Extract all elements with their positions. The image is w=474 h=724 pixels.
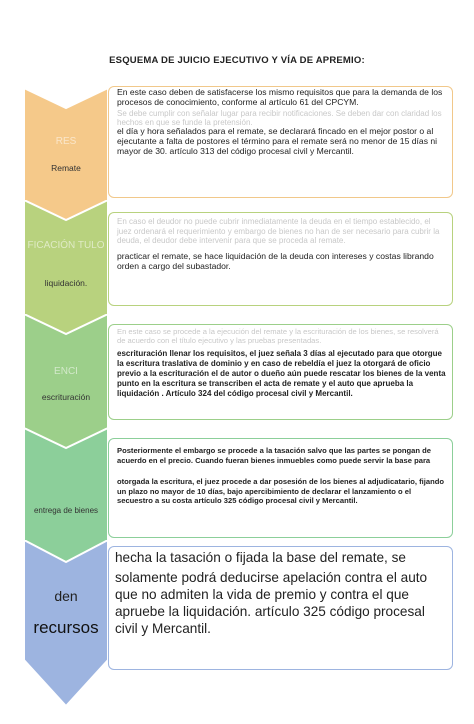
box-faint-text: Se debe cumplir con señalar lugar para recibir notificaciones. Se deben dar con claridad los hechos en que se funde la pretensión.	[117, 109, 442, 127]
stage-label: recursos	[33, 618, 99, 637]
box-intro-text: Posteriormente el embargo se procede a la tasación salvo que las partes se pongan de acuerdo en el precio. Cuando fueran bienes inmuebles como puede servir la base para	[117, 446, 431, 465]
box-intro-text: hecha la tasación o fijada la base del remate, se	[115, 550, 406, 565]
box-main-text: escrituración llenar los requisitos, el juez señala 3 días al ejecutado para que otorgue la escritura traslativa de dominio y en caso de rebeldía el juez la otorgará de oficio previo a la escrituración el de autor o dueño aún puede rescatar los bienes de la venta punto en la escritura se transcriben el acta de remate y el auto que aprueba la liquidación . Artículo 324 del código procesal civil y Mercantil.	[117, 349, 446, 398]
content-box-escrituracion	[108, 324, 453, 420]
stage-label: liquidación.	[44, 278, 88, 288]
box-faint-text: En caso el deudor no puede cubrir inmediatamente la deuda en el tiempo establecido, el juez ordenará el requerimiento y embargo de bienes no han de ser necesario para cubrir la deuda, el deudor debe intervenir para que se proceda al remate.	[117, 217, 440, 246]
content-box-entrega	[108, 438, 453, 538]
stage-recursos	[24, 540, 108, 706]
stage-label: escrituración	[41, 392, 91, 402]
page-title: ESQUEMA DE JUICIO EJECUTIVO Y VÍA DE APREMIO:	[109, 55, 365, 66]
stage-ghost-text: den	[54, 588, 78, 604]
content-box-remate	[108, 86, 453, 198]
box-main-text: practicar el remate, se hace liquidación de la deuda con intereses y costas librando orden a cargo del subastador.	[117, 251, 434, 271]
box-intro-text: En este caso deben de satisfacerse los mismo requisitos que para la demanda de los procesos de conocimiento, conforme al artículo 61 del CPCYM.	[117, 87, 443, 107]
box-main-text: el día y hora señalados para el remate, se declarará fincado en el mejor postor o al ejecutante a falta de postores el término para el remate será no menor de 15 días ni mayor de 30. artículo 313 del código procesal civil y Mercantil.	[117, 126, 438, 156]
box-main-text: solamente podrá deducirse apelación contra el auto que no admiten la vida de premio y contra el que apruebe la liquidación. artículo 325 código procesal civil y Mercantil.	[115, 570, 428, 636]
stage-ghost-text: FICACIÓN TULO	[27, 240, 105, 251]
box-faint-text: En este caso se procede a la ejecución del remate y la escrituración de los bienes, se resolverá de acuerdo con el título ejecutivo y las pruebas presentadas.	[117, 327, 439, 345]
stage-ghost-text: ENCI	[54, 366, 78, 377]
content-box-recursos	[108, 546, 453, 670]
stage-label: entrega de bienes	[33, 506, 99, 515]
stage-ghost-text: RES	[55, 136, 77, 147]
stage-label: Remate	[51, 163, 81, 173]
content-box-liquidacion	[108, 212, 453, 306]
box-main-text: otorgada la escritura, el juez procede a dar posesión de los bienes al adjudicatario, fijando un plazo no mayor de 10 días, bajo apercibimiento de declarar el lanzamiento o el secuestro a su costa artículo 325 código procesal civil y Mercantil.	[117, 477, 445, 506]
